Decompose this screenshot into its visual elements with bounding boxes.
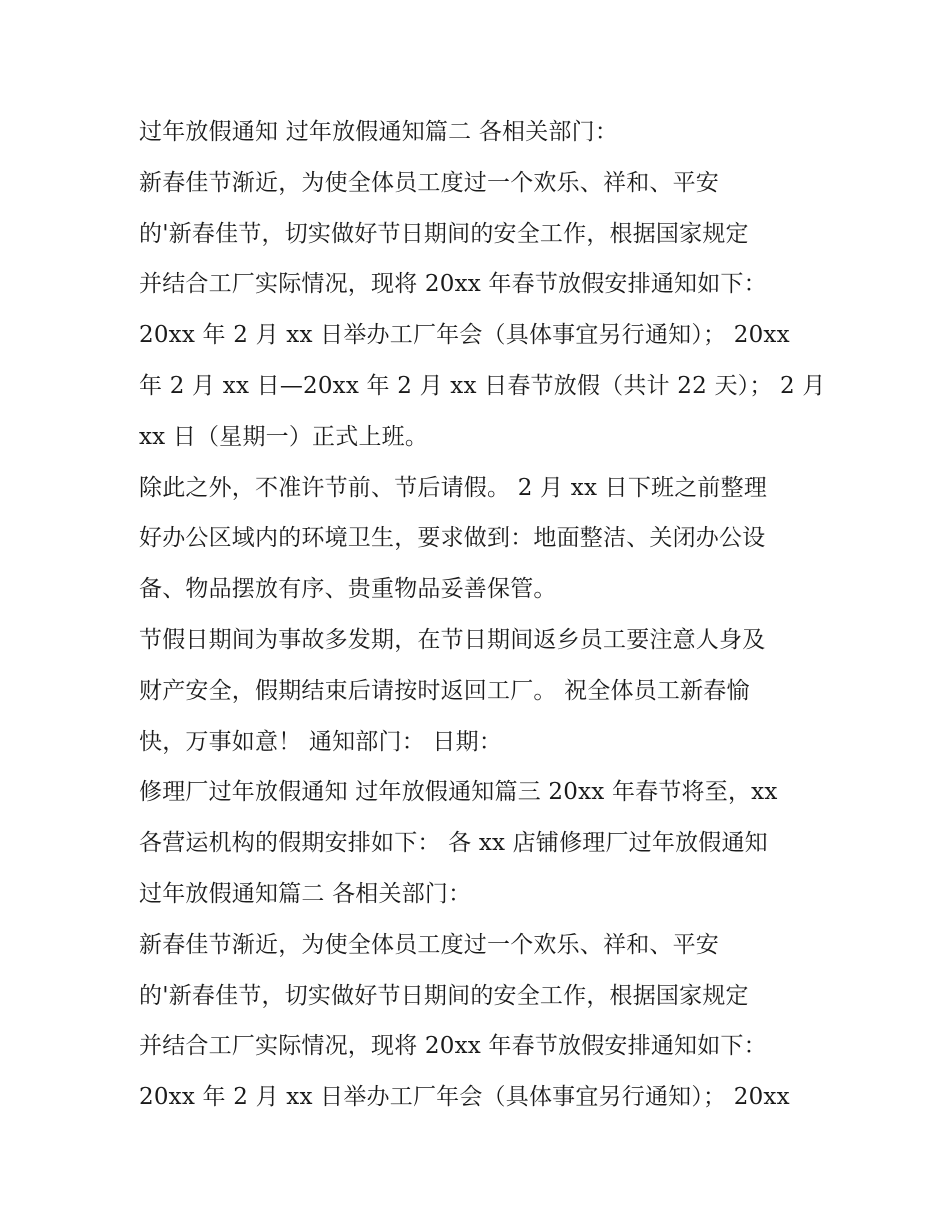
text-line: 过年放假通知篇二 各相关部门： [139, 880, 472, 907]
text-line: 并结合工厂实际情况，现将 20xx 年春节放假安排通知如下： [139, 271, 767, 298]
text-line: 新春佳节渐近，为使全体员工度过一个欢乐、祥和、平安 [139, 931, 719, 958]
text-line: 20xx 年 2 月 xx 日举办工厂年会（具体事宜另行通知）； 20xx [139, 1084, 790, 1111]
text-line: 过年放假通知 过年放假通知篇二 各相关部门： [139, 119, 619, 145]
text-line: 修理厂过年放假通知 过年放假通知篇三 20xx 年春节将至，xx [139, 779, 778, 806]
text-line: 各营运机构的假期安排如下： 各 xx 店铺修理厂过年放假通知 [139, 830, 768, 857]
text-line: 并结合工厂实际情况，现将 20xx 年春节放假安排通知如下： [139, 1033, 767, 1060]
text-line: xx 日（星期一）正式上班。 [139, 423, 429, 450]
text-line: 新春佳节渐近，为使全体员工度过一个欢乐、祥和、平安 [139, 169, 719, 196]
text-line: 快，万事如意！ 通知部门： 日期： [139, 728, 503, 755]
text-line: 20xx 年 2 月 xx 日举办工厂年会（具体事宜另行通知）； 20xx [139, 322, 790, 349]
text-line: 年 2 月 xx 日—20xx 年 2 月 xx 日春节放假（共计 22 天）； 2 月 [139, 372, 826, 399]
text-line: 节假日期间为事故多发期，在节日期间返乡员工要注意人身及 [139, 626, 766, 653]
text-line: 财产安全，假期结束后请按时返回工厂。 祝全体员工新春愉 [139, 677, 750, 704]
text-line: 备、物品摆放有序、贵重物品妥善保管。 [139, 576, 557, 603]
text-line: 的'新春佳节，切实做好节日期间的安全工作，根据国家规定 [139, 220, 749, 247]
text-line: 除此之外，不准许节前、节后请假。 2 月 xx 日下班之前整理 [139, 474, 768, 501]
text-line: 的'新春佳节，切实做好节日期间的安全工作，根据国家规定 [139, 982, 749, 1009]
document-body [139, 107, 829, 1123]
text-line: 好办公区域内的环境卫生，要求做到：地面整洁、关闭办公设 [139, 525, 766, 552]
